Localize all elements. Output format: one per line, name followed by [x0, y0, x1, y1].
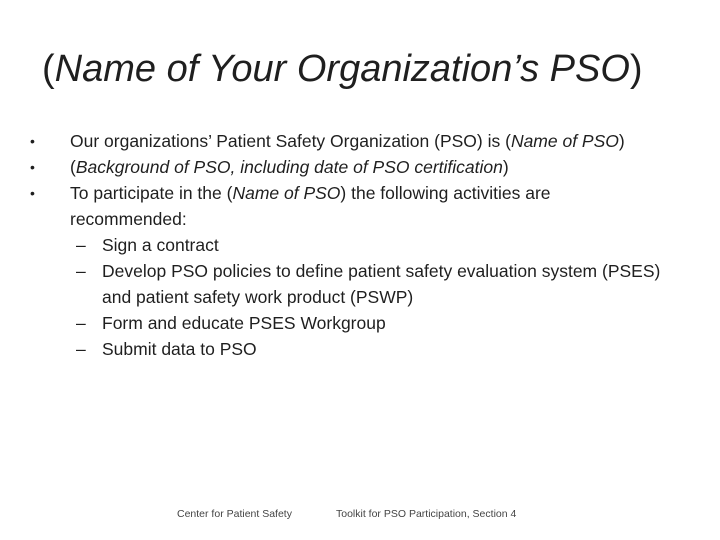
- bullet-item: [28, 180, 630, 232]
- bullet-text: Our organizations’ Patient Safety Organization (PSO) is (Name of PSO): [70, 131, 625, 151]
- title-close-paren: ): [629, 48, 643, 90]
- dash-marker: –: [76, 261, 86, 281]
- title-open-paren: (: [42, 48, 55, 90]
- bullet-marker: •: [30, 185, 35, 201]
- bullet-item: [28, 128, 698, 154]
- dash-marker: –: [76, 313, 86, 333]
- sub-item-text: Form and educate PSES Workgroup: [102, 313, 386, 333]
- slide-title: [42, 44, 692, 94]
- footer-left: Center for Patient Safety: [177, 508, 292, 520]
- bullet-item: [28, 154, 698, 180]
- dash-marker: –: [76, 339, 86, 359]
- bullet-marker: •: [30, 159, 35, 175]
- sub-item-text: Sign a contract: [102, 235, 219, 255]
- title-text: Name of Your Organization’s PSO: [54, 48, 630, 90]
- sub-item-text: Develop PSO policies to define patient safety evaluation system (PSES) and patient safety work product (PSWP): [102, 261, 661, 307]
- footer-right: Toolkit for PSO Participation, Section 4: [336, 508, 517, 520]
- bullet-marker: •: [30, 133, 35, 149]
- bullet-text: To participate in the (Name of PSO) the following activities are recommended:: [70, 183, 551, 229]
- sub-item-text: Submit data to PSO: [102, 339, 257, 359]
- sub-item: [28, 336, 698, 362]
- dash-marker: –: [76, 235, 86, 255]
- sub-item: [28, 232, 698, 258]
- sub-item: [28, 258, 682, 310]
- bullet-text: (Background of PSO, including date of PSO certification): [70, 157, 509, 177]
- bullet-list: [28, 128, 698, 362]
- sub-item: [28, 310, 698, 336]
